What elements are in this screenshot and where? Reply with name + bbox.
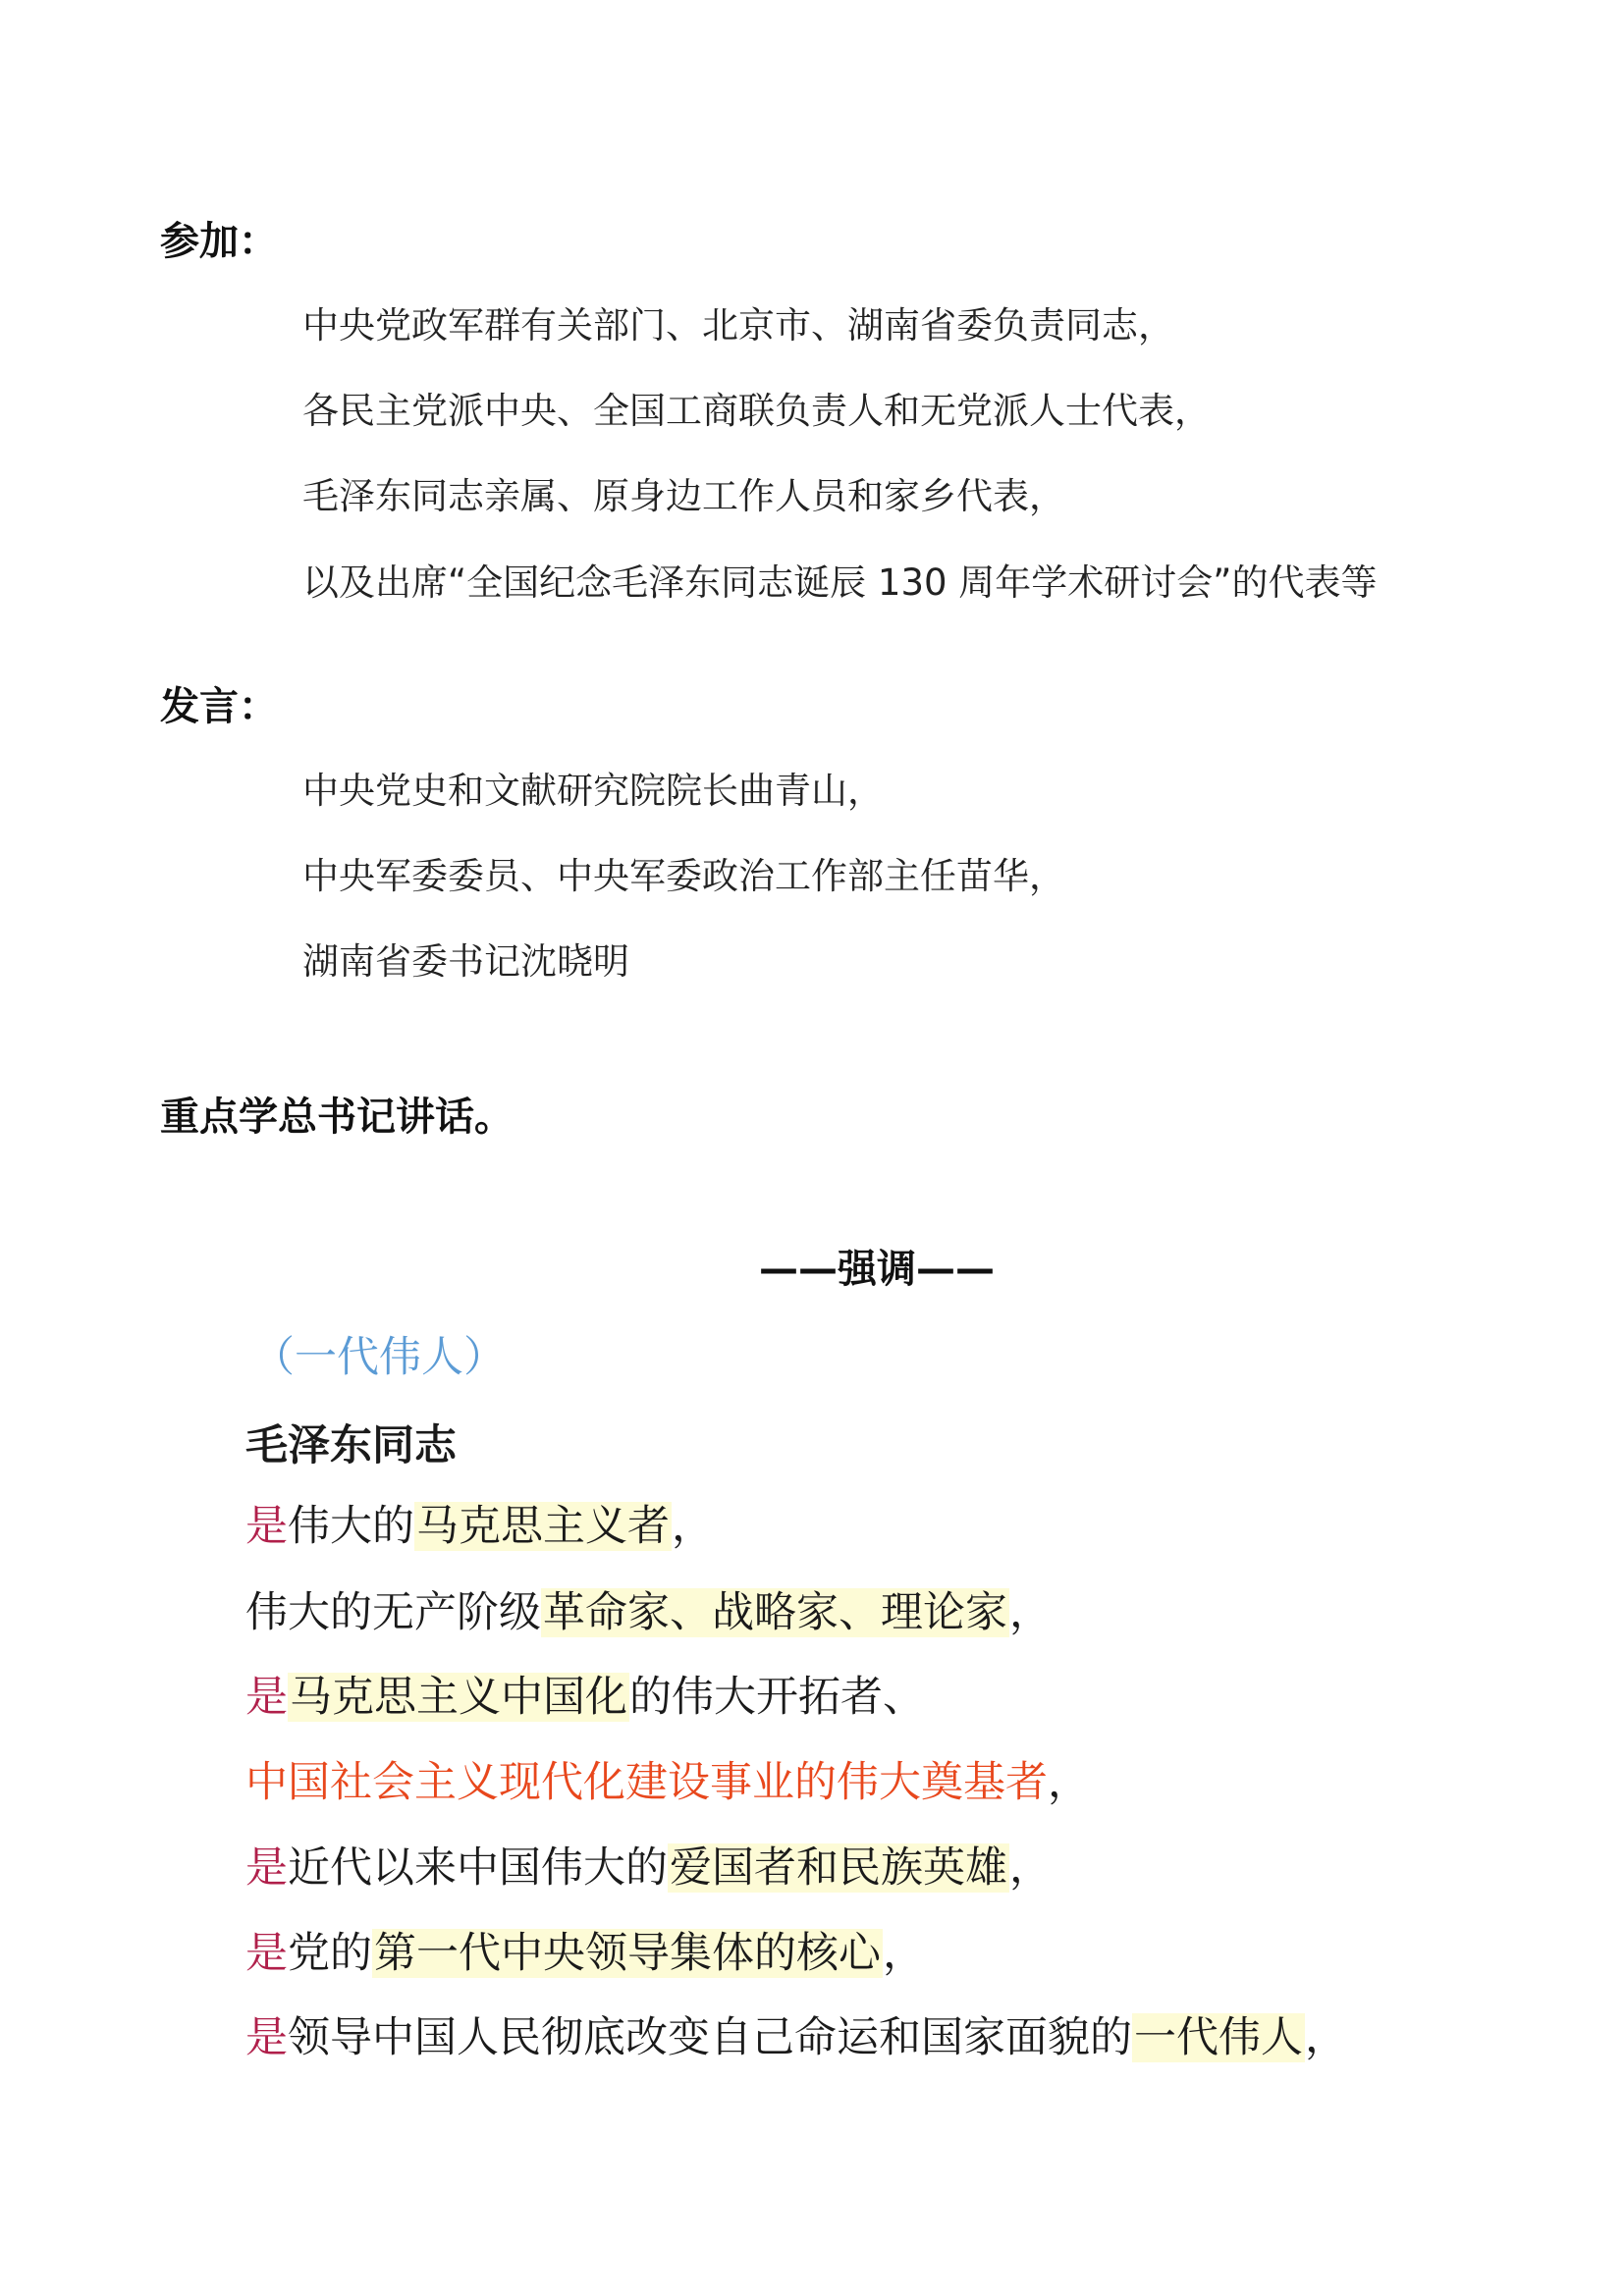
- shi-prefix: 是: [245, 1502, 288, 1551]
- line-tail: ，: [672, 1502, 714, 1551]
- attend-item: 中央党政军群有关部门、北京市、湖南省委负责同志，: [302, 304, 1174, 347]
- speak-item: 中央党史和文献研究院院长曲青山，: [302, 770, 884, 812]
- line-tail: ，: [1009, 1843, 1052, 1893]
- emphasis-title: ——强调——: [759, 1247, 995, 1292]
- line-tail: ，: [1009, 1588, 1052, 1637]
- speak-item: 湖南省委书记沈晓明: [302, 940, 629, 983]
- attend-item: 以及出席“全国纪念毛泽东同志诞辰 130 周年学术研讨会”的代表等: [302, 561, 1378, 604]
- line-tail: ，: [1305, 2013, 1347, 2062]
- emphasis-line-1: [245, 1492, 714, 1561]
- highlighted-phrase: 第一代中央领导集体的核心: [374, 1929, 881, 1978]
- line-text: 伟大的: [288, 1502, 414, 1551]
- attend-item: 各民主党派中央、全国工商联负责人和无党派人士代表，: [302, 390, 1211, 432]
- line-text: 党的: [288, 1929, 372, 1978]
- subject-line: 毛泽东同志: [245, 1421, 457, 1470]
- line-text: 领导中国人民彻底改变自己命运和国家面貌的: [288, 2013, 1132, 2062]
- shi-prefix: 是: [245, 2013, 288, 2062]
- line-tail: ，: [1048, 1758, 1090, 1807]
- emphasis-line-2: [245, 1578, 1052, 1647]
- attend-heading: 参加：: [160, 219, 278, 264]
- emphasis-note: （一代伟人）: [252, 1333, 506, 1382]
- highlighted-phrase: 爱国者和民族英雄: [670, 1843, 1007, 1893]
- line-tail: ，: [883, 1929, 925, 1978]
- emphasis-line-6: [245, 1919, 925, 1988]
- shi-prefix: 是: [245, 1843, 288, 1893]
- speak-item: 中央军委委员、中央军委政治工作部主任苗华，: [302, 855, 1065, 897]
- shi-prefix: 是: [245, 1929, 288, 1978]
- speak-heading: 发言：: [160, 684, 278, 729]
- focus-title: 重点学总书记讲话。: [160, 1095, 514, 1140]
- shi-prefix: 是: [245, 1673, 288, 1722]
- highlighted-phrase: 马克思主义中国化: [290, 1673, 627, 1722]
- highlighted-phrase: 一代伟人: [1134, 2013, 1303, 2062]
- orange-phrase: 中国社会主义现代化建设事业的伟大奠基者: [245, 1758, 1048, 1807]
- emphasis-line-5: [245, 1834, 1052, 1902]
- emphasis-line-4: [245, 1748, 1090, 1817]
- attend-item: 毛泽东同志亲属、原身边工作人员和家乡代表，: [302, 475, 1065, 517]
- emphasis-line-7: [245, 2003, 1347, 2072]
- highlighted-phrase: 马克思主义者: [416, 1502, 670, 1551]
- line-text: 近代以来中国伟大的: [288, 1843, 668, 1893]
- line-tail: 的伟大开拓者、: [629, 1673, 925, 1722]
- highlighted-phrase: 革命家、战略家、理论家: [543, 1588, 1007, 1637]
- line-text: 伟大的无产阶级: [245, 1588, 541, 1637]
- emphasis-line-3: [245, 1663, 925, 1732]
